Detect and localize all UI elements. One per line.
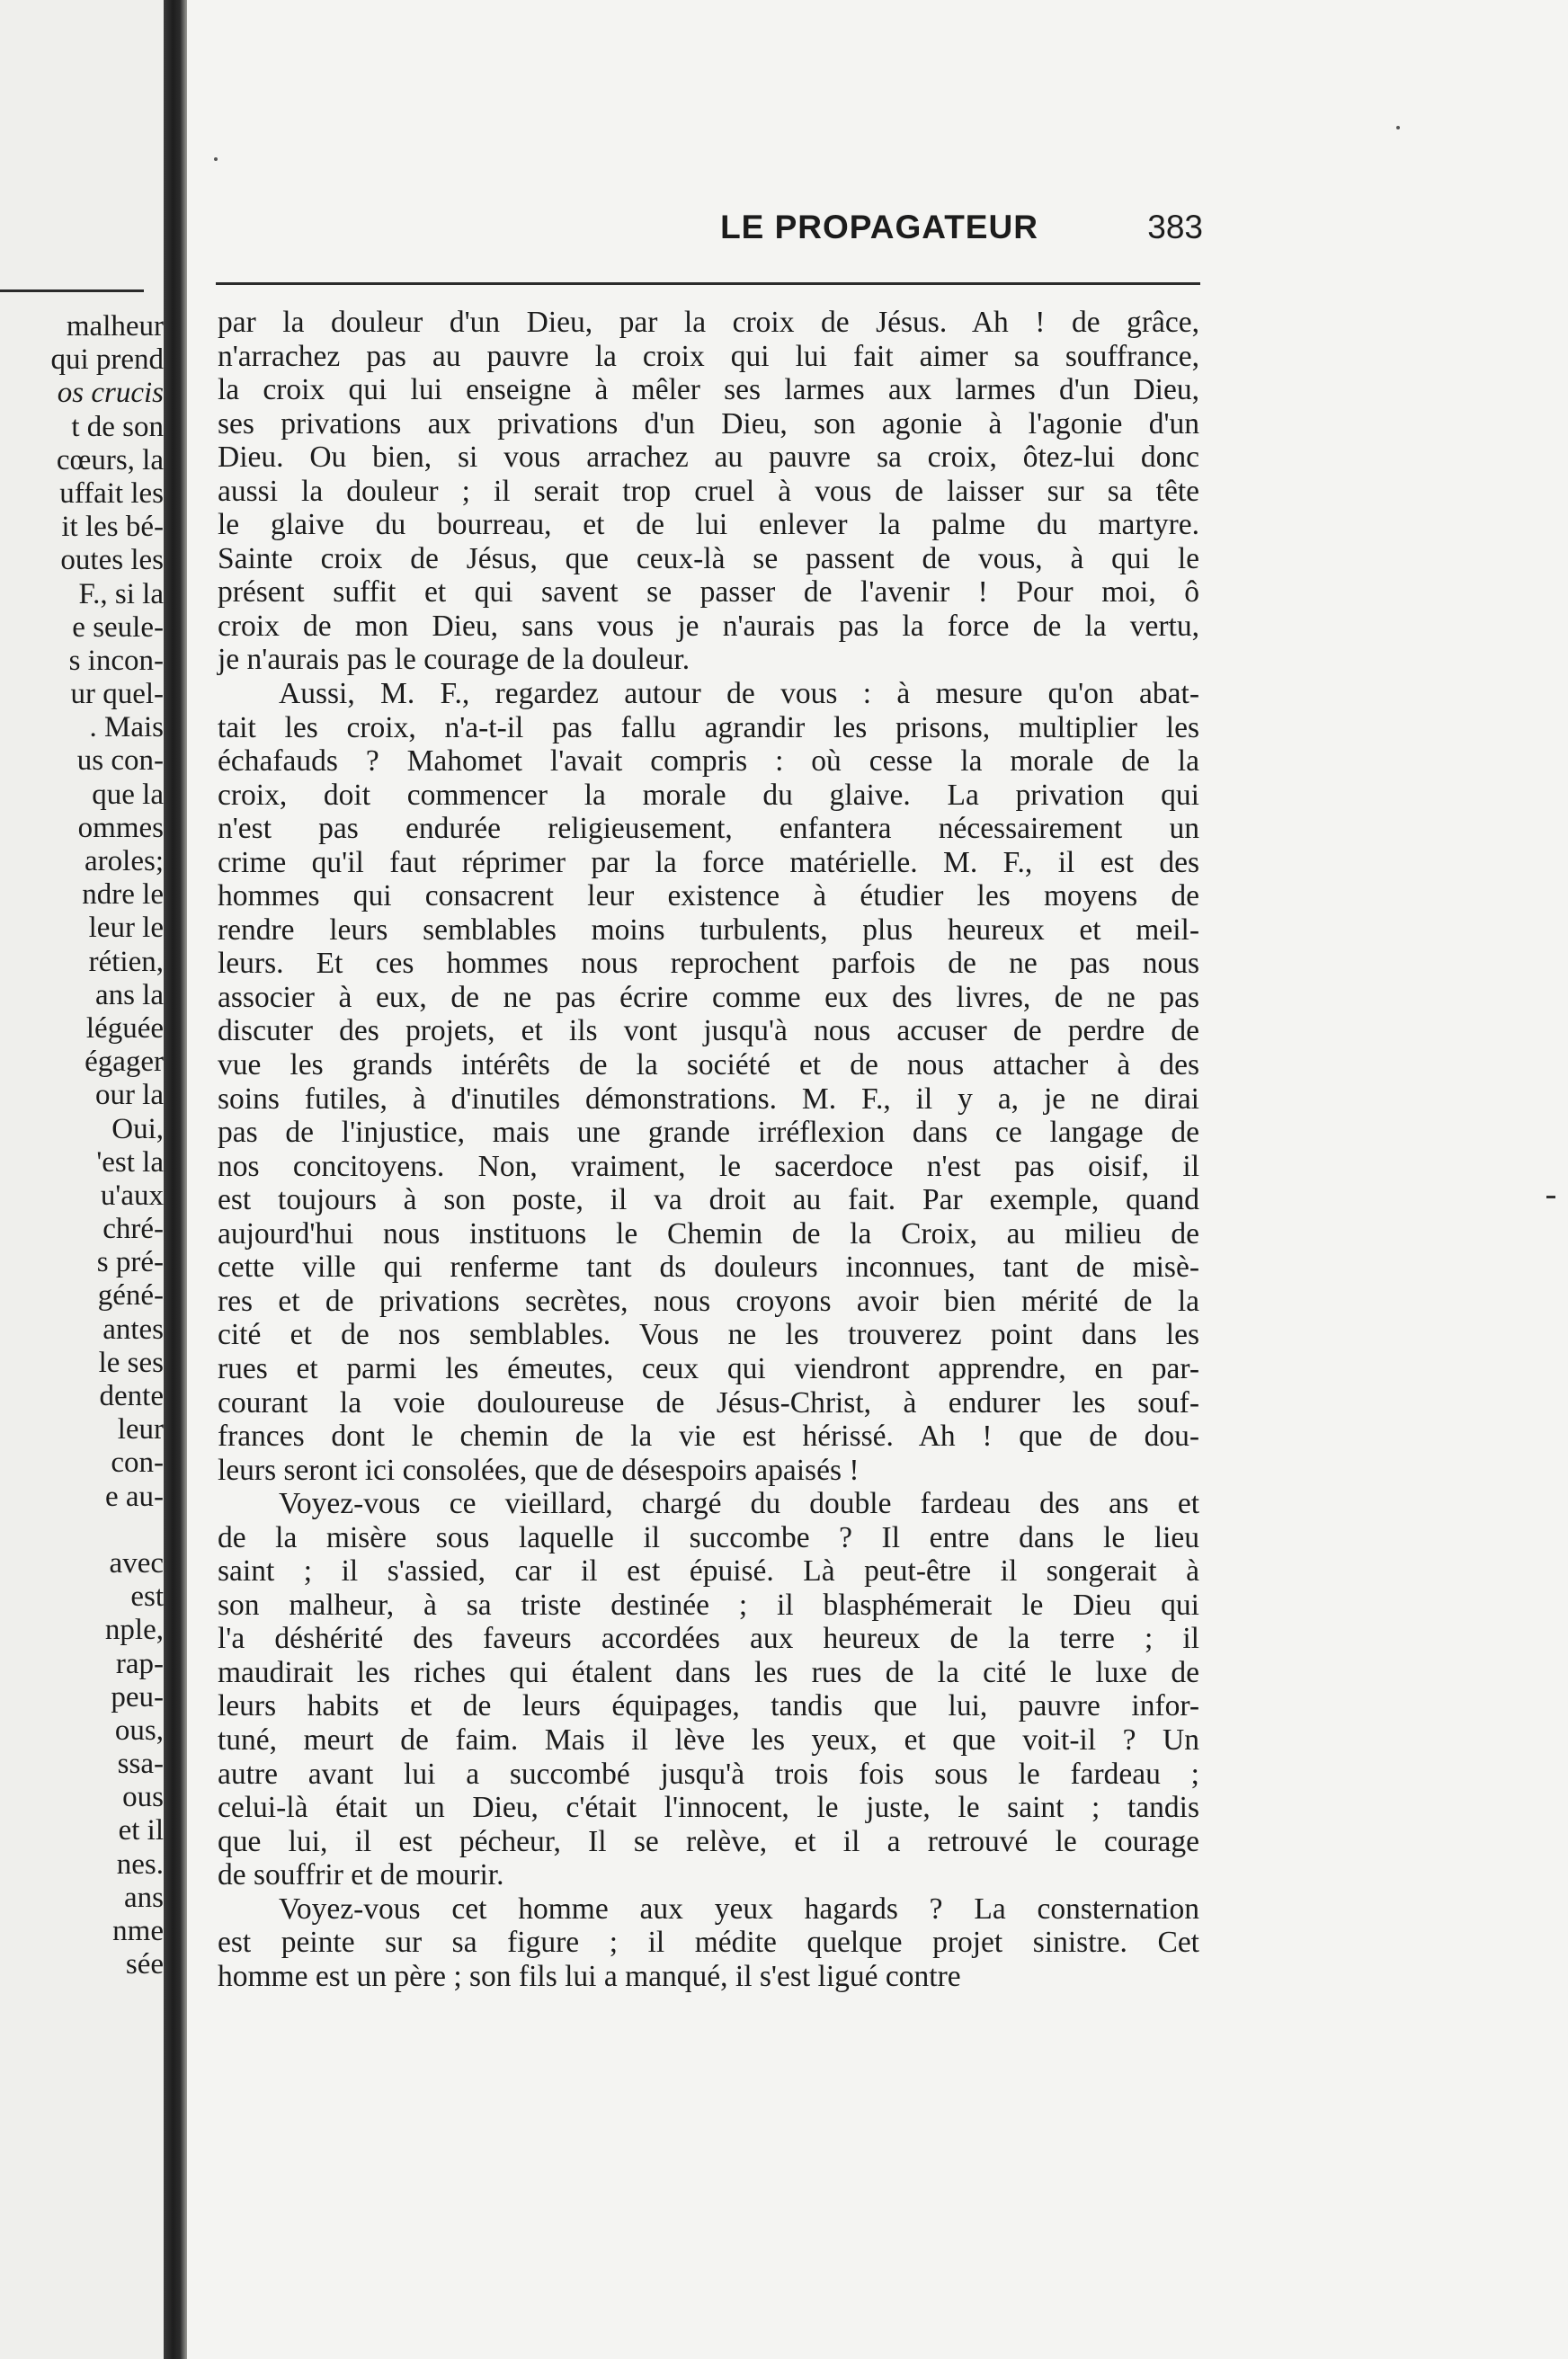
text-line: Dieu. Ou bien, si vous arrachez au pauvre sa croix, ôtez-lui donc bbox=[218, 441, 1199, 475]
text-line: tuné, meurt de faim. Mais il lève les yeux, et que voit-il ? Un bbox=[218, 1723, 1199, 1757]
margin-mark bbox=[1546, 1196, 1555, 1198]
left-page-line: rap- bbox=[115, 1647, 164, 1680]
left-page-line: avec bbox=[109, 1546, 164, 1580]
left-page-line: ommes bbox=[77, 811, 164, 844]
text-line: Voyez-vous cet homme aux yeux hagards ? La consternation bbox=[279, 1892, 1199, 1926]
text-line: cité et de nos semblables. Vous ne les trouverez point dans les bbox=[218, 1318, 1199, 1352]
left-page-line: aroles; bbox=[85, 845, 164, 877]
left-page-line: chré- bbox=[102, 1213, 164, 1246]
left-page-line: le ses bbox=[98, 1346, 164, 1379]
left-page-line: léguée bbox=[85, 1011, 164, 1045]
left-page-line: e au- bbox=[104, 1480, 164, 1513]
text-line: l'a déshérité des faveurs accordées aux heureux de la terre ; il bbox=[218, 1622, 1199, 1656]
left-page-line: Oui, bbox=[111, 1112, 164, 1145]
text-line: res et de privations secrètes, nous croyons avoir bien mérité de la bbox=[218, 1284, 1199, 1318]
left-page-line: malheur bbox=[66, 310, 164, 343]
text-line: de souffrir et de mourir. bbox=[218, 1858, 504, 1892]
text-line: est peinte sur sa figure ; il médite quelque projet sinistre. Cet bbox=[218, 1926, 1199, 1960]
left-page-line: géné- bbox=[97, 1279, 164, 1313]
left-page-line: u'aux bbox=[100, 1179, 164, 1212]
header-rule bbox=[216, 282, 1200, 285]
text-line: hommes qui consacrent leur existence à étudier les moyens de bbox=[218, 879, 1199, 913]
left-page-line: F., si la bbox=[78, 577, 164, 610]
text-line: leurs. Et ces hommes nous reprochent parfois de ne pas nous bbox=[218, 947, 1199, 981]
left-page-line: ans la bbox=[94, 978, 164, 1011]
text-line: son malheur, à sa triste destinée ; il blasphémerait le Dieu qui bbox=[218, 1588, 1199, 1622]
left-page-line: peu- bbox=[111, 1680, 164, 1714]
text-line: soins futiles, à d'inutiles démonstrations. M. F., il y a, je ne dirai bbox=[218, 1082, 1199, 1116]
left-page-line: nple, bbox=[104, 1614, 164, 1647]
text-line: discuter des projets, et ils vont jusqu'à nous accuser de perdre de bbox=[218, 1014, 1199, 1048]
left-page-line: 'est la bbox=[96, 1145, 164, 1179]
left-page-line: our la bbox=[94, 1079, 164, 1112]
book-gutter bbox=[164, 0, 187, 2359]
text-line: ses privations aux privations d'un Dieu, son agonie à l'agonie d'un bbox=[218, 406, 1199, 441]
left-page-line: . Mais bbox=[89, 711, 164, 744]
left-page-line: leur bbox=[117, 1413, 164, 1447]
text-line: la croix qui lui enseigne à mêler ses larmes aux larmes d'un Dieu, bbox=[218, 373, 1199, 407]
left-page-line: e seule- bbox=[72, 610, 164, 644]
left-page-line: t de son bbox=[71, 410, 164, 443]
left-page-line: ans bbox=[124, 1881, 164, 1914]
text-line: rues et parmi les émeutes, ceux qui viendront apprendre, en par- bbox=[218, 1351, 1199, 1385]
left-page-line: os crucis bbox=[57, 377, 164, 410]
left-page-line: uffait les bbox=[59, 476, 164, 510]
text-line: courant la voie douloureuse de Jésus-Christ, à endurer les souf- bbox=[218, 1385, 1199, 1420]
right-page bbox=[187, 0, 1568, 2359]
left-page-line: cœurs, la bbox=[56, 443, 164, 476]
text-line: leurs habits et de leurs équipages, tandis que lui, pauvre infor- bbox=[218, 1689, 1199, 1723]
text-line: le glaive du bourreau, et de lui enlever la palme du martyre. bbox=[218, 508, 1199, 542]
text-line: croix de mon Dieu, sans vous je n'aurais pas la force de la vertu, bbox=[218, 609, 1199, 643]
text-line: Sainte croix de Jésus, que ceux-là se passent de vous, à qui le bbox=[218, 541, 1199, 575]
left-page-line bbox=[0, 1514, 164, 1547]
left-page-line: nes. bbox=[116, 1847, 164, 1881]
text-line: aujourd'hui nous instituons le Chemin de la Croix, au milieu de bbox=[218, 1216, 1199, 1251]
text-line: de la misère sous laquelle il succombe ? Il entre dans le lieu bbox=[218, 1520, 1199, 1554]
body-text bbox=[218, 306, 1199, 1993]
text-line: est toujours à son poste, il va droit au fait. Par exemple, quand bbox=[218, 1183, 1199, 1217]
left-page-fragment bbox=[0, 0, 173, 2359]
running-head: LE PROPAGATEUR bbox=[720, 209, 1038, 245]
text-line: cette ville qui renferme tant ds douleurs inconnues, tant de misè- bbox=[218, 1251, 1199, 1285]
text-line: présent suffit et qui savent se passer de l'avenir ! Pour moi, ô bbox=[218, 575, 1199, 610]
left-page-line: ndre le bbox=[82, 878, 164, 912]
left-page-line: ssa- bbox=[117, 1748, 164, 1781]
left-page-text bbox=[0, 310, 164, 1981]
text-line: échafauds ? Mahomet l'avait compris : où cesse la morale de la bbox=[218, 744, 1199, 779]
text-line: associer à eux, de ne pas écrire comme eux des livres, de ne pas bbox=[218, 980, 1199, 1014]
text-line: saint ; il s'assied, car il est épuisé. Là peut-être il songerait à bbox=[218, 1554, 1199, 1589]
left-page-line: leur le bbox=[88, 912, 164, 945]
text-line: rendre leurs semblables moins turbulents, plus heureux et meil- bbox=[218, 912, 1199, 947]
left-page-line: s incon- bbox=[68, 644, 164, 677]
left-page-line: et il bbox=[118, 1814, 164, 1847]
text-line: autre avant lui a succombé jusqu'à trois fois sous le fardeau ; bbox=[218, 1757, 1199, 1791]
left-header-rule bbox=[0, 289, 144, 292]
left-page-line: s pré- bbox=[96, 1246, 164, 1279]
paper-speck bbox=[214, 157, 218, 161]
text-line: n'arrachez pas au pauvre la croix qui lui fait aimer sa souffrance, bbox=[218, 339, 1199, 373]
left-page-line: égager bbox=[85, 1046, 164, 1079]
text-line: Voyez-vous ce vieillard, chargé du double fardeau des ans et bbox=[279, 1487, 1199, 1521]
paper-speck bbox=[1396, 126, 1400, 129]
left-page-line: us con- bbox=[76, 744, 164, 778]
left-page-line: que la bbox=[92, 778, 164, 811]
text-line: que lui, il est pécheur, Il se relève, et il a retrouvé le courage bbox=[218, 1824, 1199, 1858]
left-page-line: sée bbox=[125, 1948, 164, 1981]
text-line: homme est un père ; son fils lui a manqué, il s'est ligué contre bbox=[218, 1959, 961, 1993]
left-page-line: rétien, bbox=[88, 945, 164, 978]
text-line: croix, doit commencer la morale du glaive. La privation qui bbox=[218, 778, 1199, 812]
text-line: pas de l'injustice, mais une grande irréflexion dans ce langage de bbox=[218, 1116, 1199, 1150]
text-line: aussi la douleur ; il serait trop cruel à vous de laisser sur sa tête bbox=[218, 474, 1199, 508]
left-page-line: ous, bbox=[114, 1714, 164, 1747]
text-line: je n'aurais pas le courage de la douleur. bbox=[218, 643, 690, 677]
left-page-line: est bbox=[130, 1580, 164, 1614]
text-line: crime qu'il faut réprimer par la force matérielle. M. F., il est des bbox=[218, 845, 1199, 879]
left-page-line: ur quel- bbox=[70, 678, 164, 711]
text-line: tait les croix, n'a-t-il pas fallu agrandir les prisons, multiplier les bbox=[218, 710, 1199, 744]
text-line: maudirait les riches qui étalent dans les rues de la cité le luxe de bbox=[218, 1655, 1199, 1689]
left-page-line: outes les bbox=[60, 544, 164, 577]
text-line: leurs seront ici consolées, que de désespoirs apaisés ! bbox=[218, 1453, 860, 1487]
text-line: n'est pas endurée religieusement, enfantera nécessairement un bbox=[218, 812, 1199, 846]
left-page-line: it les bé- bbox=[61, 511, 164, 544]
left-page-line: nme bbox=[112, 1915, 164, 1947]
text-line: nos concitoyens. Non, vraiment, le sacerdoce n'est pas oisif, il bbox=[218, 1149, 1199, 1183]
left-page-line: qui prend bbox=[50, 343, 164, 377]
text-line: Aussi, M. F., regardez autour de vous : à mesure qu'on abat- bbox=[279, 677, 1199, 711]
left-page-line: dente bbox=[99, 1380, 164, 1412]
left-page-line: antes bbox=[102, 1313, 164, 1346]
text-line: celui-là était un Dieu, c'était l'innocent, le juste, le saint ; tandis bbox=[218, 1791, 1199, 1825]
text-line: frances dont le chemin de la vie est hérissé. Ah ! que de dou- bbox=[218, 1420, 1199, 1454]
left-page-line: ous bbox=[122, 1781, 164, 1814]
left-page-line: con- bbox=[111, 1447, 164, 1480]
text-line: vue les grands intérêts de la société et de nous attacher à des bbox=[218, 1048, 1199, 1082]
page-number: 383 bbox=[1147, 209, 1203, 245]
text-line: par la douleur d'un Dieu, par la croix de Jésus. Ah ! de grâce, bbox=[218, 306, 1199, 339]
